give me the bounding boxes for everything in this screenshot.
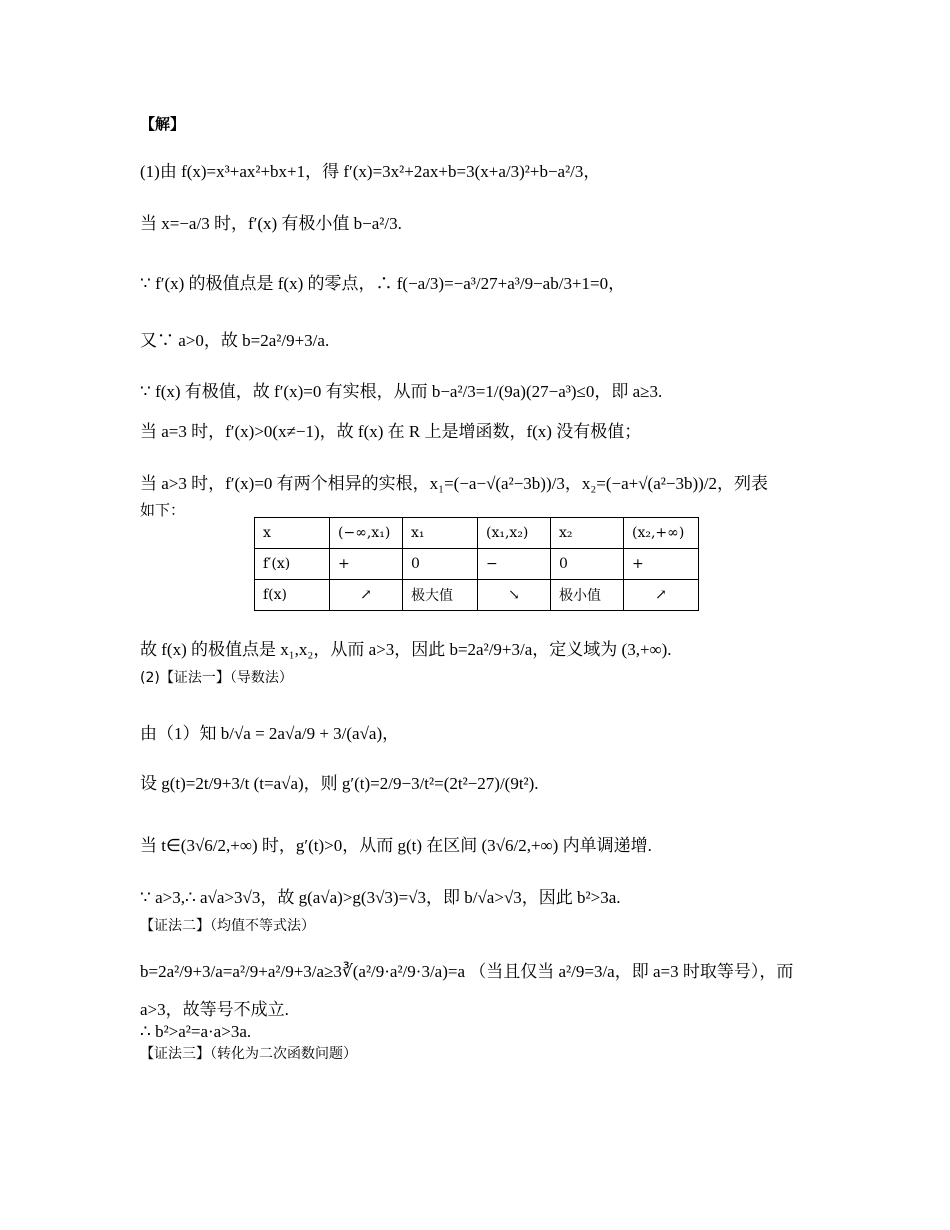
line-12: 设 g(t)=2t/9+3/t (t=a√a)，则 g′(t)=2/9−3/t²=(2t²−27)/(9t²).: [140, 774, 539, 793]
increasing-arrow-icon: ↗: [624, 580, 699, 611]
table-cell: 极大值: [403, 580, 478, 611]
line-3: ∵ f′(x) 的极值点是 f(x) 的零点，∴ f(−a/3)=−a³/27+a³/9−ab/3+1=0，: [140, 274, 626, 293]
table-cell: +: [624, 549, 699, 580]
line-4: 又∵ a>0，故 b=2a²/9+3/a.: [140, 331, 330, 350]
table-cell: x₂: [551, 518, 624, 549]
table-cell: (x₂,+∞): [624, 518, 699, 549]
table-cell: (x₁,x₂): [478, 518, 551, 549]
table-cell: −: [478, 549, 551, 580]
line-8: 如下：: [140, 501, 186, 519]
decreasing-arrow-icon: ↘: [478, 580, 551, 611]
line-2: 当 x=−a/3 时，f′(x) 有极小值 b−a²/3.: [140, 214, 402, 233]
table-cell: x₁: [403, 518, 478, 549]
sign-table: [254, 517, 699, 611]
solution-heading: 【解】: [140, 115, 186, 133]
line-13: 当 t∈(3√6/2,+∞) 时，g′(t)>0，从而 g(t) 在区间 (3√6/2,+∞) 内单调递增.: [140, 836, 652, 855]
table-row: [255, 549, 699, 580]
line-9: 故 f(x) 的极值点是 x₁,x₂，从而 a>3，因此 b=2a²/9+3/a，定义域为 (3,+∞).: [140, 640, 672, 659]
table-cell: 0: [551, 549, 624, 580]
table-row: [255, 518, 699, 549]
table-cell: +: [330, 549, 403, 580]
table-cell: 0: [403, 549, 478, 580]
table-cell: 极小值: [551, 580, 624, 611]
table-cell: f(x): [255, 580, 330, 611]
line-1: (1)由 f(x)=x³+ax²+bx+1，得 f′(x)=3x²+2ax+b=3(x+a/3)²+b−a²/3，: [140, 162, 601, 181]
line-7: 当 a>3 时，f′(x)=0 有两个相异的实根，x₁=(−a−√(a²−3b))/3，x₂=(−a+√(a²−3b))/2，列表: [140, 474, 768, 493]
proof-1-heading: (2)【证法一】（导数法）: [140, 670, 293, 686]
line-18: ∴ b²>a²=a·a>3a.: [140, 1022, 252, 1041]
line-14: ∵ a>3,∴ a√a>3√3，故 g(a√a)>g(3√3)=√3，即 b/√a>√3，因此 b²>3a.: [140, 888, 621, 907]
proof-3-heading: 【证法三】（转化为二次函数问题）: [140, 1046, 357, 1062]
increasing-arrow-icon: ↗: [330, 580, 403, 611]
line-11: 由（1）知 b/√a = 2a√a/9 + 3/(a√a)，: [140, 724, 400, 743]
line-6: 当 a=3 时，f′(x)>0(x≠−1)，故 f(x) 在 R 上是增函数，f(x) 没有极值；: [140, 422, 642, 441]
line-16: b=2a²/9+3/a=a²/9+a²/9+3/a≥3∛(a²/9·a²/9·3/a)=a （当且仅当 a²/9=3/a，即 a=3 时取等号），而: [140, 962, 794, 981]
table-cell: x: [255, 518, 330, 549]
line-5: ∵ f(x) 有极值，故 f′(x)=0 有实根，从而 b−a²/3=1/(9a)(27−a³)≤0，即 a≥3.: [140, 382, 663, 401]
table-cell: f′(x): [255, 549, 330, 580]
table-row: [255, 580, 699, 611]
proof-2-heading: 【证法二】（均值不等式法）: [140, 918, 315, 934]
line-17: a>3，故等号不成立.: [140, 1000, 289, 1019]
table-cell: (−∞,x₁): [330, 518, 403, 549]
